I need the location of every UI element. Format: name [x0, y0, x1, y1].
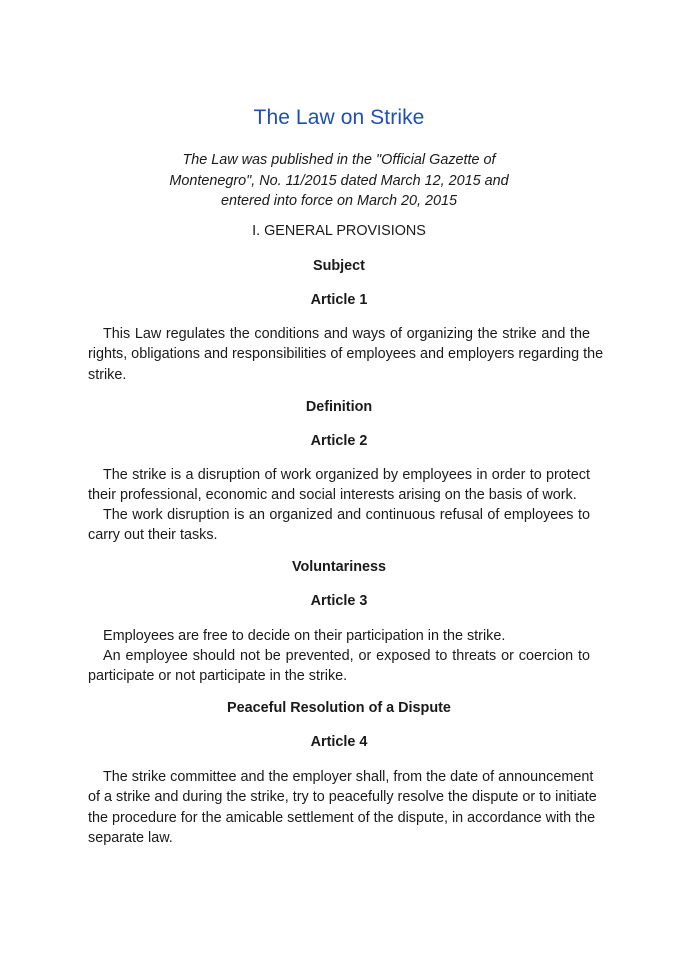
publication-note-line: Montenegro", No. 11/2015 dated March 12, 2015 and: [169, 172, 509, 189]
publication-note-line: The Law was published in the "Official Gazette of: [182, 152, 496, 168]
paragraph-line: The work disruption is an organized and continuous refusal of employees to: [103, 507, 590, 523]
paragraph-line: strike.: [88, 366, 127, 383]
paragraph-line: participate or not participate in the strike.: [88, 668, 348, 685]
paragraph-line: rights, obligations and responsibilities of employees and employers regarding the: [88, 346, 604, 363]
document-title: The Law on Strike: [253, 106, 425, 129]
article-paragraph: [88, 465, 590, 506]
paragraph-line: The strike is a disruption of work organized by employees in order to protect: [103, 467, 590, 483]
publication-note-line: entered into force on March 20, 2015: [221, 193, 457, 209]
article-topic-heading: Peaceful Resolution of a Dispute: [227, 700, 451, 716]
section-heading: I. GENERAL PROVISIONS: [252, 223, 426, 239]
paragraph-line: of a strike and during the strike, try to peacefully resolve the dispute or to initiate: [88, 789, 597, 806]
article-paragraph: [88, 767, 597, 848]
paragraph-line: separate law.: [88, 829, 173, 846]
article-number-heading: Article 2: [310, 433, 368, 449]
article-paragraph: [88, 324, 604, 385]
article-number-heading: Article 4: [310, 734, 368, 750]
article-topic-heading: Voluntariness: [291, 559, 387, 575]
article-paragraph: [88, 646, 590, 687]
article-topic-heading: Definition: [305, 399, 373, 415]
paragraph-line: the procedure for the amicable settlement of the dispute, in accordance with the: [88, 809, 596, 826]
paragraph-line: their professional, economic and social interests arising on the basis of work.: [88, 487, 577, 504]
article-paragraph: [88, 626, 590, 646]
paragraph-line: The strike committee and the employer shall, from the date of announcement: [103, 769, 594, 785]
publication-note: [128, 150, 550, 212]
article-topic-heading: Subject: [313, 258, 365, 274]
paragraph-line: An employee should not be prevented, or exposed to threats or coercion to: [103, 648, 590, 664]
paragraph-line: carry out their tasks.: [88, 527, 218, 544]
paragraph-line: Employees are free to decide on their participation in the strike.: [103, 628, 506, 644]
paragraph-line: This Law regulates the conditions and ways of organizing the strike and the: [103, 326, 590, 342]
article-number-heading: Article 3: [310, 593, 368, 609]
article-number-heading: Article 1: [310, 292, 368, 308]
article-paragraph: [88, 505, 590, 546]
